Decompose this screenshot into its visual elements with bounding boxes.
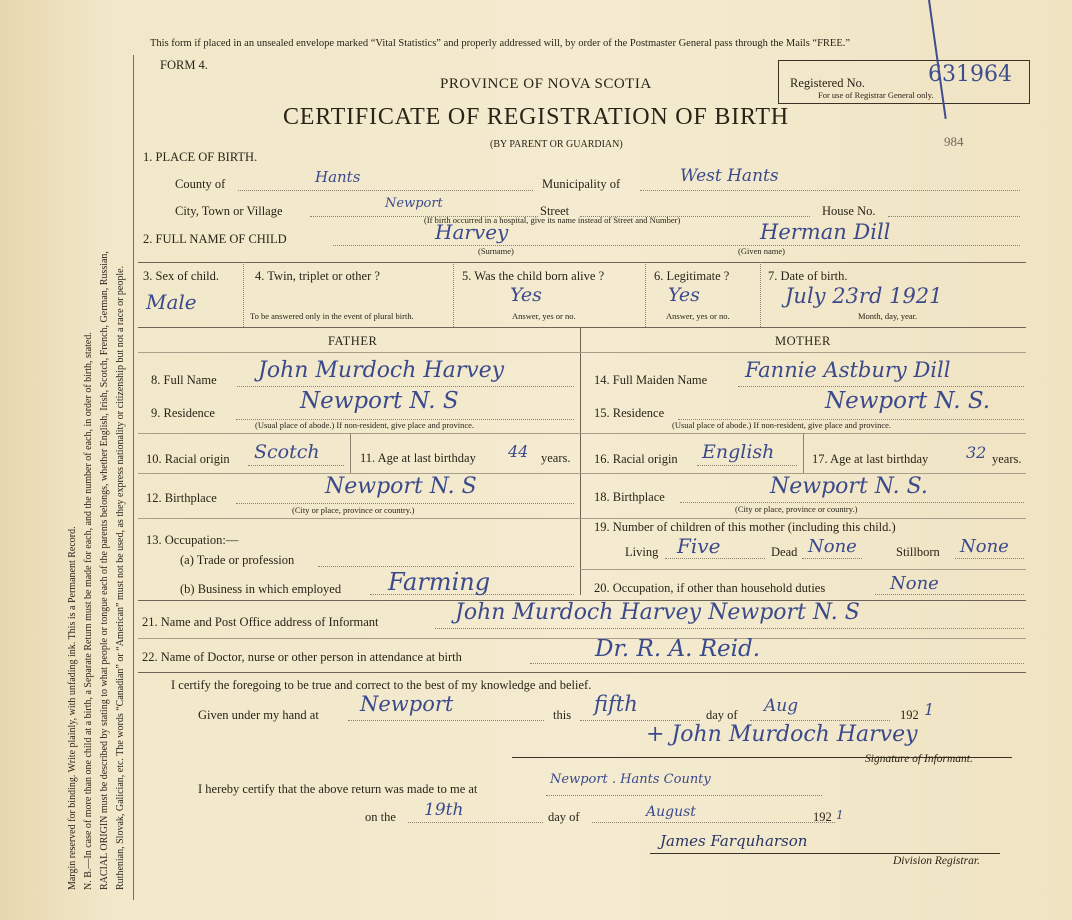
sex-label: 3. Sex of child.: [143, 269, 220, 283]
cert-statement: I certify the foregoing to be true and correct to the best of my knowledge and belief.: [171, 678, 592, 692]
legit-label: 6. Legitimate ?: [654, 269, 730, 283]
registered-label: Registered No.: [790, 76, 865, 90]
city-label: City, Town or Village: [175, 204, 283, 218]
alive-value: Yes: [510, 284, 542, 306]
father-age: 44: [508, 442, 529, 461]
father-birthplace-label: 12. Birthplace: [146, 491, 217, 505]
county-label: County of: [175, 177, 226, 191]
mother-age: 32: [966, 443, 987, 462]
child-given-name: Herman Dill: [760, 220, 891, 244]
doctor-value: Dr. R. A. Reid.: [595, 636, 761, 662]
margin-binding-note: Margin reserved for binding. Write plainly, with unfading ink. This is a Permanent Record.: [67, 526, 78, 890]
mother-name: Fannie Astbury Dill: [745, 358, 951, 382]
living-label: Living: [625, 545, 659, 559]
mother-years: years.: [992, 452, 1022, 466]
registered-note: For use of Registrar General only.: [818, 90, 934, 100]
living-value: Five: [677, 534, 721, 558]
cert-year-value: 1: [924, 700, 935, 719]
registrar-month-value: August: [646, 804, 696, 820]
mother-race: English: [702, 441, 775, 463]
alive-note: Answer, yes or no.: [512, 311, 576, 321]
street-note: (If birth occurred in a hospital, give its name instead of Street and Number): [424, 215, 681, 225]
stillborn-label: Stillborn: [896, 545, 940, 559]
registrar-day-value: 19th: [424, 800, 464, 820]
informant-signature: + John Murdoch Harvey: [646, 722, 918, 747]
cert-day-value: fifth: [594, 692, 638, 716]
municipality-label: Municipality of: [542, 177, 621, 191]
informant-signature-label: Signature of Informant.: [865, 753, 973, 765]
mother-age-label: 17. Age at last birthday: [812, 452, 929, 466]
alive-label: 5. Was the child born alive ?: [462, 269, 605, 283]
registrar-signature-label: Division Registrar.: [893, 855, 980, 867]
registrar-dayof-label: day of: [548, 810, 580, 824]
registered-ref: 984: [944, 134, 964, 149]
mother-birthplace-label: 18. Birthplace: [594, 490, 665, 504]
twin-label: 4. Twin, triplet or other ?: [255, 269, 380, 283]
father-birthplace-note: (City or place, province or country.): [292, 505, 415, 515]
informant-label: 21. Name and Post Office address of Informant: [142, 615, 379, 629]
given-under-label: Given under my hand at: [198, 708, 319, 722]
cert-month-value: Aug: [764, 696, 799, 716]
county-value: Hants: [315, 168, 361, 186]
mother-residence-label: 15. Residence: [594, 406, 665, 420]
birth-date-value: July 23rd 1921: [785, 284, 943, 308]
business-label: (b) Business in which employed: [180, 582, 342, 596]
father-birthplace: Newport N. S: [325, 474, 477, 499]
margin-rule: [133, 55, 134, 900]
legit-note: Answer, yes or no.: [666, 311, 730, 321]
birth-date-note: Month, day, year.: [858, 311, 918, 321]
father-residence-label: 9. Residence: [151, 406, 215, 420]
birth-date-label: 7. Date of birth.: [768, 269, 848, 283]
father-residence: Newport N. S: [300, 388, 459, 414]
given-note: (Given name): [738, 246, 785, 256]
mother-heading: MOTHER: [775, 334, 831, 348]
legit-value: Yes: [668, 284, 700, 306]
father-name: John Murdoch Harvey: [258, 358, 505, 383]
mother-residence: Newport N. S.: [825, 388, 991, 414]
surname-note: (Surname): [478, 246, 514, 256]
cert-dayof-label: day of: [706, 708, 738, 722]
registrar-year-value: 1: [836, 808, 844, 822]
mother-occupation-label: 20. Occupation, if other than household duties: [594, 581, 826, 595]
doctor-label: 22. Name of Doctor, nurse or other person in attendance at birth: [142, 650, 462, 664]
father-business: Farming: [388, 568, 491, 596]
registrar-place: Newport . Hants County: [550, 772, 711, 787]
mail-notice: This form if placed in an unsealed envelope marked “Vital Statistics” and properly addressed will, by order of the Postmaster General pass through the Mails “FREE.”: [150, 38, 851, 49]
form-number: FORM 4.: [160, 58, 208, 72]
informant-value: John Murdoch Harvey Newport N. S: [455, 600, 860, 625]
mother-name-label: 14. Full Maiden Name: [594, 373, 708, 387]
margin-racial-note-2: Ruthenian, Slovak, Galician, etc. The words “Canadian” or “American” must not be used, as they express nationality or citizenship but not a race or people.: [115, 265, 126, 890]
father-race-label: 10. Racial origin: [146, 452, 230, 466]
father-heading: FATHER: [328, 334, 378, 348]
child-name-label: 2. FULL NAME OF CHILD: [143, 232, 287, 246]
mother-race-label: 16. Racial origin: [594, 452, 678, 466]
given-at-value: Newport: [360, 692, 454, 716]
stillborn-value: None: [960, 536, 1009, 557]
cert-year-prefix: 192: [900, 708, 919, 722]
father-years: years.: [541, 451, 571, 465]
mother-occupation: None: [890, 573, 939, 594]
registrar-year-prefix: 192: [813, 810, 832, 824]
father-residence-note: (Usual place of abode.) If non-resident, give place and province.: [255, 420, 475, 430]
child-surname: Harvey: [435, 220, 509, 244]
page-title: CERTIFICATE OF REGISTRATION OF BIRTH: [283, 104, 789, 130]
father-name-label: 8. Full Name: [151, 373, 217, 387]
mother-birthplace-note: (City or place, province or country.): [735, 504, 858, 514]
registered-number: 631964: [928, 62, 1012, 87]
children-label: 19. Number of children of this mother (including this child.): [594, 520, 896, 534]
place-heading: 1. PLACE OF BIRTH.: [143, 150, 258, 164]
dead-label: Dead: [771, 545, 798, 559]
city-value: Newport: [385, 196, 443, 211]
margin-racial-note-1: RACIAL ORIGIN must be described by stating to what people or tongue each of the parents belongs, whether English, Irish, Scotch, French, German, Russian,: [99, 251, 110, 890]
registrar-signature: James Farquharson: [660, 832, 808, 850]
father-age-label: 11. Age at last birthday: [360, 451, 476, 465]
this-label: this: [553, 708, 572, 722]
municipality-value: West Hants: [680, 166, 779, 186]
mother-residence-note: (Usual place of abode.) If non-resident, give place and province.: [672, 420, 892, 430]
father-race: Scotch: [254, 441, 320, 463]
twin-note: To be answered only in the event of plural birth.: [250, 311, 414, 321]
street-label: Street: [540, 204, 570, 218]
trade-label: (a) Trade or profession: [180, 553, 295, 567]
dead-value: None: [808, 536, 857, 557]
mother-birthplace: Newport N. S.: [770, 474, 928, 499]
house-label: House No.: [822, 204, 876, 218]
province-heading: PROVINCE OF NOVA SCOTIA: [440, 76, 652, 92]
margin-nb-note: N. B.—In case of more than one child at a birth, a Separate Return must be made for each, and the number of each, in order of birth, stated.: [83, 332, 94, 890]
page-subtitle: (BY PARENT OR GUARDIAN): [490, 139, 623, 150]
registrar-statement: I hereby certify that the above return was made to me at: [198, 782, 478, 796]
registrar-on-label: on the: [365, 810, 396, 824]
sex-value: Male: [146, 290, 197, 314]
occupation-label: 13. Occupation:—: [146, 533, 239, 547]
